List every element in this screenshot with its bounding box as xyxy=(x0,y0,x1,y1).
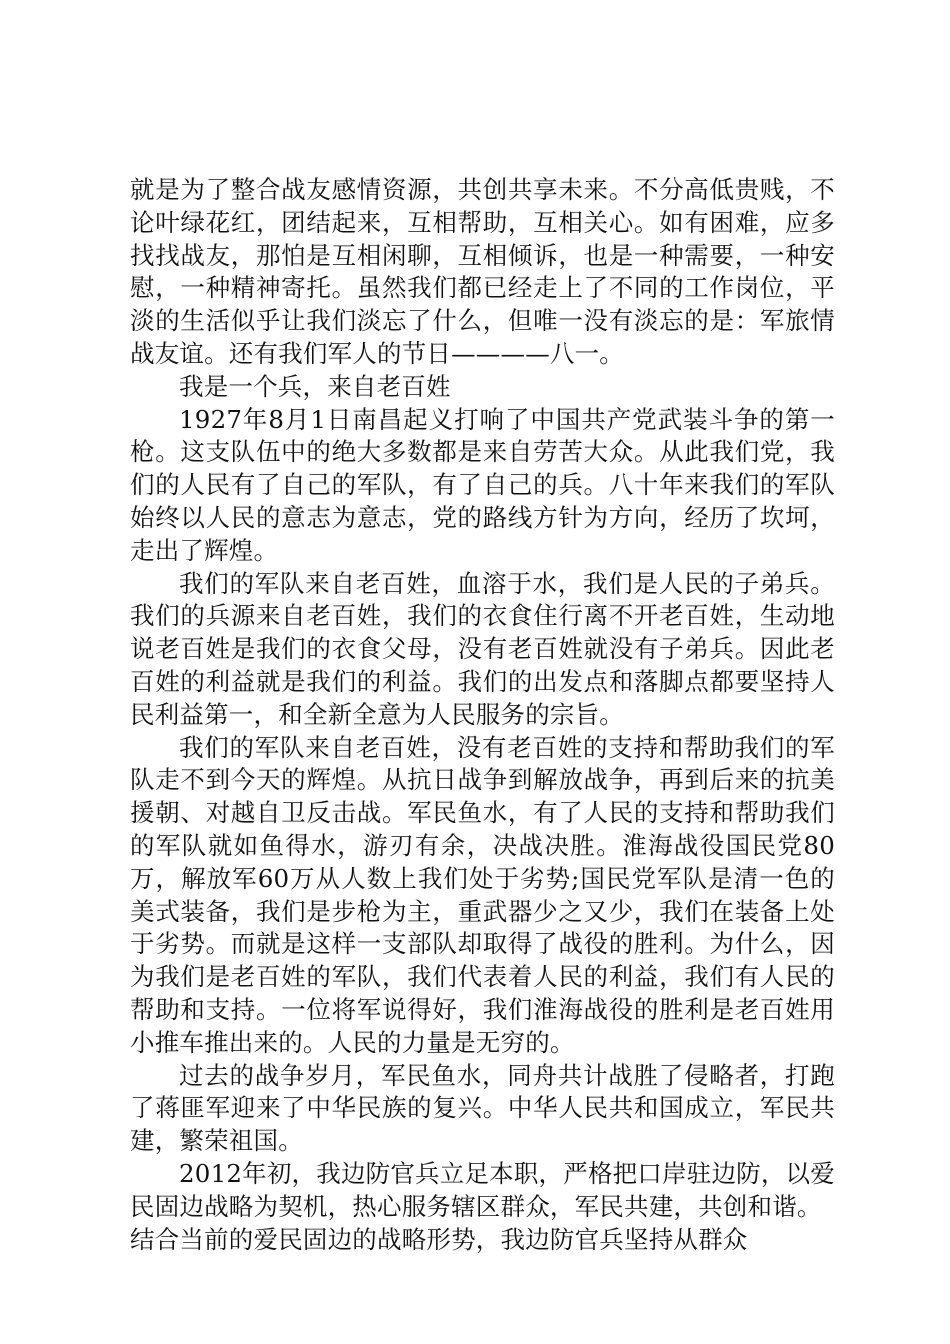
paragraph-continuation: 就是为了整合战友感情资源，共创共享未来。不分高低贵贱，不论叶绿花红，团结起来，互相帮助，互相关心。如有困难，应多找找战友，那怕是互相闲聊，互相倾诉，也是一种需要，一种安慰，一种精神寄托。虽然我们都已经走上了不同的工作岗位，平淡的生活似乎让我们淡忘了什么，但唯一没有淡忘的是：军旅情战友谊。还有我们军人的节日————八一。 xyxy=(130,175,835,368)
paragraph-army-from-people: 我们的军队来自老百姓，血溶于水，我们是人民的子弟兵。我们的兵源来自老百姓，我们的衣食住行离不开老百姓，生动地说老百姓是我们的衣食父母，没有老百姓就没有子弟兵。因此老百姓的利益就是我们的利益。我们的出发点和落脚点都要坚持人民利益第一，和全新全意为人民服务的宗旨。 xyxy=(130,568,835,729)
paragraph-people-support: 我们的军队来自老百姓，没有老百姓的支持和帮助我们的军队走不到今天的辉煌。从抗日战争到解放战争，再到后来的抗美援朝、对越自卫反击战。军民鱼水，有了人民的支持和帮助我们的军队就如鱼得水，游刃有余，决战决胜。淮海战役国民党80万，解放军60万从人数上我们处于劣势;国民党军队是清一色的美式装备，我们是步枪为主，重武器少之又少，我们在装备上处于劣势。而就是这样一支部队却取得了战役的胜利。为什么，因为我们是老百姓的军队，我们代表着人民的利益，我们有人民的帮助和支持。一位将军说得好，我们淮海战役的胜利是老百姓用小推车推出来的。人民的力量是无穷的。 xyxy=(130,732,835,1057)
paragraph-2012-border: 2012年初，我边防官兵立足本职，严格把口岸驻边防，以爱民固边战略为契机，热心服务辖区群众，军民共建，共创和谐。结合当前的爱民固边的战略形势，我边防官兵坚持从群众 xyxy=(130,1158,835,1254)
document-body xyxy=(130,174,835,1256)
paragraph-nanchang-uprising: 1927年8月1日南昌起义打响了中国共产党武装斗争的第一枪。这支队伍中的绝大多数都是来自劳苦大众。从此我们党，我们的人民有了自己的军队，有了自己的兵。八十年来我们的军队始终以人民的意志为意志，党的路线方针为方向，经历了坎坷，走出了辉煌。 xyxy=(130,404,835,565)
paragraph-war-years: 过去的战争岁月，军民鱼水，同舟共计战胜了侵略者，打跑了蒋匪军迎来了中华民族的复兴。中华人民共和国成立，军民共建，繁荣祖国。 xyxy=(130,1060,835,1156)
section-heading: 我是一个兵，来自老百姓 xyxy=(179,371,451,401)
